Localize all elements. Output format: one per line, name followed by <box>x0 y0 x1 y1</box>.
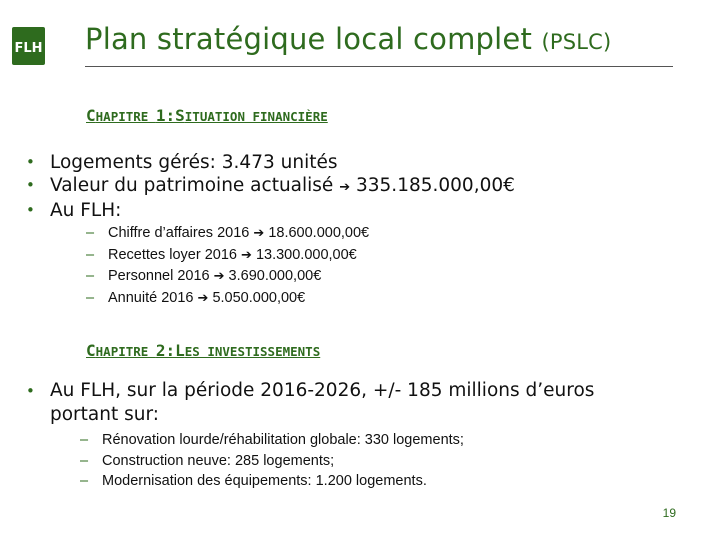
sub-item <box>86 223 369 245</box>
sub-item-text: Modernisation des équipements: 1.200 logements. <box>102 473 427 489</box>
bullet-dot: • <box>26 153 35 171</box>
dash-marker: – <box>86 246 95 263</box>
chapter-1-number: 1:S <box>155 106 185 125</box>
dash-marker: – <box>80 432 89 448</box>
bullet-item <box>26 151 515 174</box>
sub-item <box>86 266 369 288</box>
arrow-icon: ➔ <box>339 180 351 195</box>
bullet-item <box>26 174 515 199</box>
section-2-bullets <box>26 379 594 427</box>
sub-item-text: Construction neuve: 285 logements; <box>102 452 335 469</box>
bullet-text: Logements gérés: 3.473 unités <box>50 152 338 173</box>
sub-item <box>80 471 464 492</box>
bullet-dot: • <box>26 382 35 400</box>
arrow-icon: ➔ <box>241 247 252 263</box>
title-main: Plan stratégique local complet <box>85 22 533 56</box>
chapter-1-heading <box>86 106 328 125</box>
section-2-sublist <box>80 430 464 492</box>
sub-item-label: Chiffre d’affaires 2016 <box>108 225 250 241</box>
sub-item-value: 5.050.000,00€ <box>212 289 306 306</box>
chapter-1-title: ITUATION FINANCIÈRE <box>184 109 328 124</box>
logo-text: FLH <box>14 41 43 56</box>
chapter-1-cap-c: C <box>86 106 96 125</box>
sub-item <box>80 451 464 472</box>
bullet-item <box>26 199 515 222</box>
bullet-dot: • <box>26 201 35 219</box>
page-number: 19 <box>662 506 676 520</box>
arrow-icon: ➔ <box>213 269 225 284</box>
dash-marker: – <box>86 225 95 241</box>
bullet-text: Valeur du patrimoine actualisé <box>50 175 334 196</box>
patrimoine-value: 335.185.000,00€ <box>356 175 515 196</box>
bullet-text: Au FLH, sur la période 2016-2026, +/- 185 millions d’euros <box>50 380 595 401</box>
section-1-bullets <box>26 151 515 222</box>
title-bar <box>85 22 673 56</box>
bullet-dot: • <box>26 176 35 194</box>
chapter-2-heading <box>86 341 320 360</box>
dash-marker: – <box>86 268 95 284</box>
title-divider <box>85 66 673 67</box>
arrow-icon: ➔ <box>197 290 209 306</box>
chapter-2-word: HAPITRE <box>95 344 156 359</box>
sub-item-value: 13.300.000,00€ <box>255 246 357 263</box>
dash-marker: – <box>80 452 89 469</box>
sub-item-label: Recettes loyer 2016 <box>108 246 237 263</box>
sub-item <box>80 430 464 451</box>
bullet-text: Au FLH: <box>50 200 122 221</box>
chapter-2-number: 2:L <box>155 341 185 360</box>
chapter-1-word: HAPITRE <box>95 109 156 124</box>
sub-item <box>86 245 369 267</box>
arrow-icon: ➔ <box>253 226 265 241</box>
page-title <box>85 22 673 56</box>
title-suffix: (PSLC) <box>541 30 612 54</box>
sub-item-value: 18.600.000,00€ <box>268 225 370 241</box>
sub-item-label: Personnel 2016 <box>108 268 210 284</box>
sub-item-label: Annuité 2016 <box>108 289 194 306</box>
bullet-item <box>26 379 594 427</box>
chapter-2-title: ES INVESTISSEMENTS <box>184 344 321 359</box>
sub-item-value: 3.690.000,00€ <box>228 268 322 284</box>
dash-marker: – <box>80 473 89 489</box>
section-1-sublist <box>86 223 369 309</box>
dash-marker: – <box>86 289 95 306</box>
sub-item <box>86 288 369 310</box>
flh-logo <box>12 27 45 65</box>
bullet-text-continued: portant sur: <box>50 404 159 425</box>
sub-item-text: Rénovation lourde/réhabilitation globale: 330 logements; <box>102 432 464 448</box>
chapter-2-cap-c: C <box>86 341 96 360</box>
